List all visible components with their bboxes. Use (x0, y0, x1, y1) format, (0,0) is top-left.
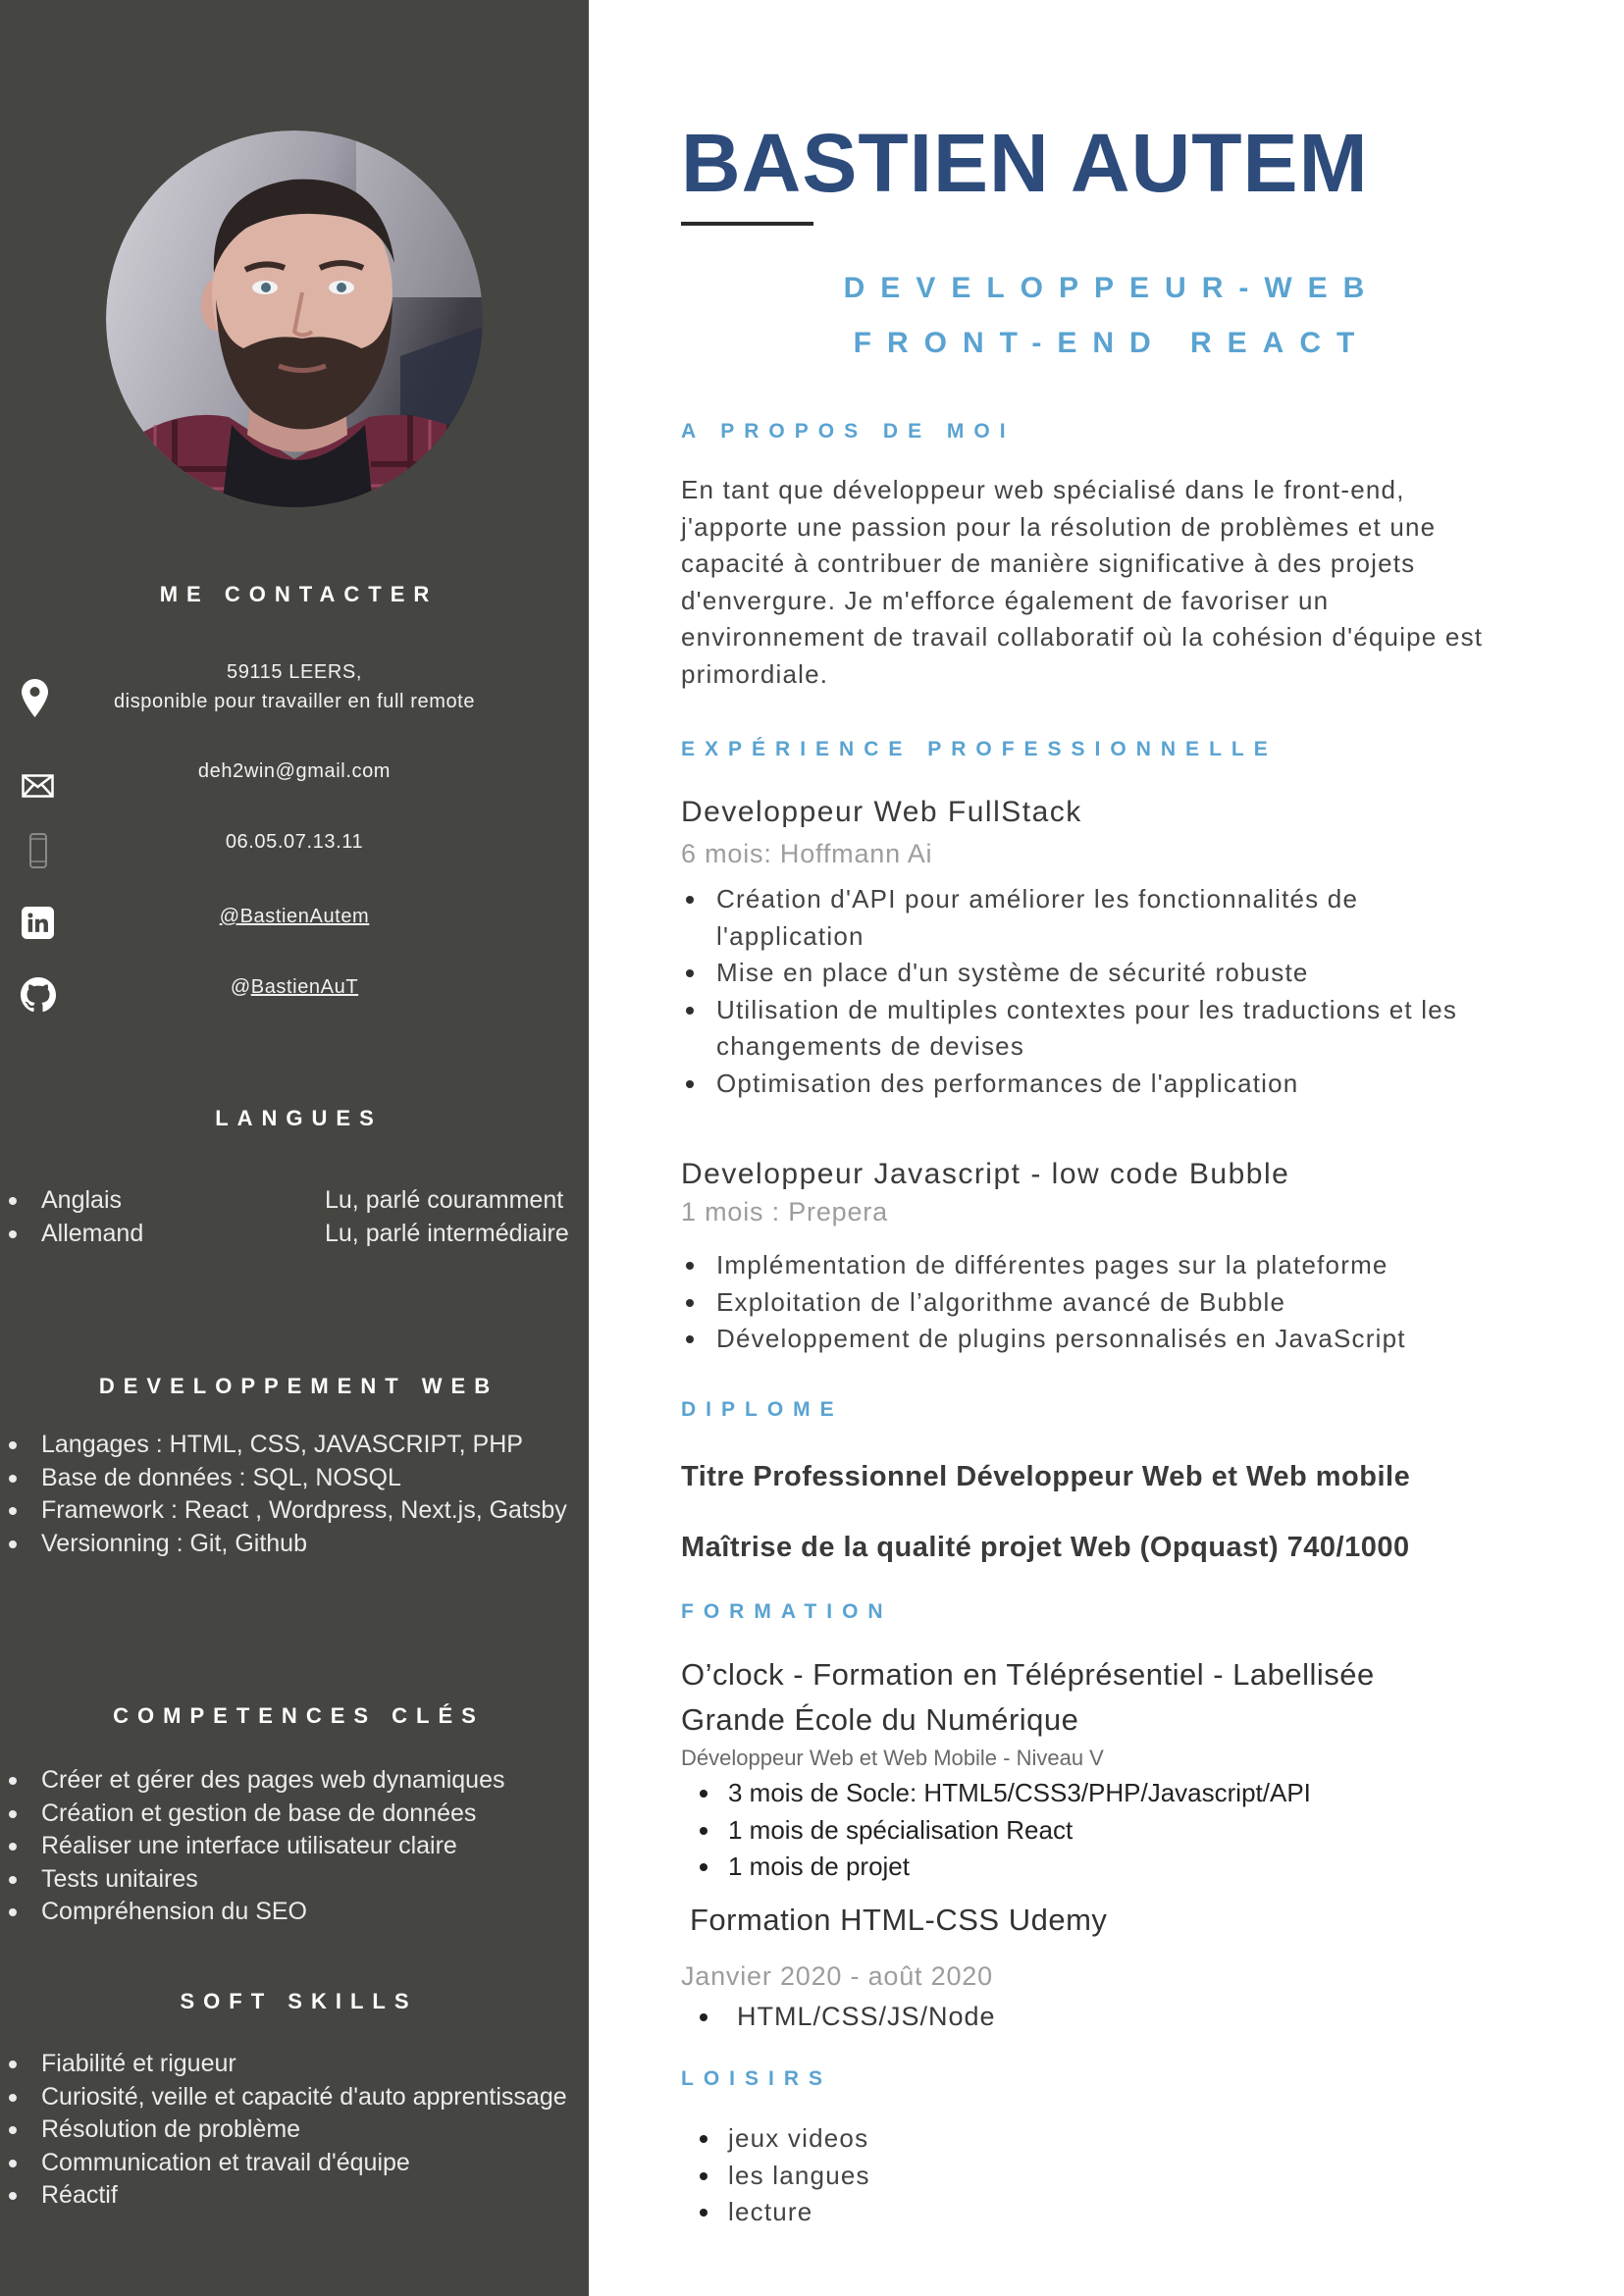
formation-heading: FORMATION (681, 1600, 893, 1623)
github-line (0, 972, 589, 1002)
languages-heading: LANGUES (215, 1106, 383, 1130)
task-item: Développement de plugins personnalisés en JavaScript (681, 1321, 1603, 1358)
job-title-line-2: FRONT-END REACT (853, 327, 1371, 359)
candidate-name: BASTIEN AUTEM (681, 117, 1369, 209)
about-heading: A PROPOS DE MOI (681, 420, 1016, 443)
list-item: Résolution de problème (0, 2113, 589, 2147)
job-title-line-1: DEVELOPPEUR-WEB (843, 272, 1381, 304)
contact-heading: ME CONTACTER (159, 582, 439, 606)
formation-dates: Janvier 2020 - août 2020 (681, 1961, 993, 1991)
formation-item: HTML/CSS/JS/Node (681, 1999, 1603, 2036)
phone-text: 06.05.07.13.11 (225, 831, 364, 853)
formation-items (681, 1775, 1603, 1886)
skills-list (0, 1764, 589, 1929)
hobby-item: les langues (681, 2158, 870, 2195)
hobby-item: jeux videos (681, 2120, 870, 2158)
address-line-1: 59115 LEERS, (226, 661, 363, 683)
linkedin-line (0, 902, 589, 931)
formation-title: O’clock - Formation en Téléprésentiel - Labellisée Grande École du Numérique (681, 1657, 1375, 1737)
hobby-item: lecture (681, 2194, 870, 2231)
formation-item: 1 mois de projet (681, 1849, 1603, 1886)
profile-photo (106, 130, 483, 507)
task-item: Exploitation de l’algorithme avancé de Bubble (681, 1284, 1603, 1322)
list-item: Compréhension du SEO (0, 1896, 589, 1929)
language-item (0, 1184, 589, 1218)
diploma-heading: DIPLOME (681, 1398, 844, 1421)
experience-heading: EXPÉRIENCE PROFESSIONNELLE (681, 738, 1278, 760)
github-link[interactable]: BastienAuT (250, 976, 359, 998)
experience-company: 1 mois : Prepera (681, 1197, 888, 1226)
linkedin-link[interactable]: @BastienAutem (219, 906, 370, 927)
github-at-sign: @ (230, 976, 251, 998)
skills-heading: COMPETENCES CLÉS (113, 1703, 485, 1728)
task-item: Optimisation des performances de l'application (681, 1066, 1603, 1103)
language-level: Lu, parlé couramment (325, 1186, 564, 1214)
list-item: Framework : React , Wordpress, Next.js, Gatsby (0, 1494, 589, 1528)
experience-tasks (681, 881, 1603, 1103)
language-name: Anglais (41, 1186, 122, 1214)
experience-tasks (681, 1247, 1603, 1358)
diploma-item: Titre Professionnel Développeur Web et Web mobile (681, 1461, 1411, 1492)
webdev-list (0, 1429, 589, 1560)
list-item: Tests unitaires (0, 1863, 589, 1897)
list-item: Base de données : SQL, NOSQL (0, 1462, 589, 1495)
list-item: Curiosité, veille et capacité d'auto apprentissage (0, 2081, 589, 2114)
list-item: Versionning : Git, Github (0, 1528, 589, 1561)
sidebar (0, 0, 589, 2296)
experience-title: Developpeur Javascript - low code Bubble (681, 1158, 1290, 1190)
language-name: Allemand (41, 1219, 144, 1247)
webdev-heading: DEVELOPPEMENT WEB (98, 1374, 499, 1398)
list-item: Communication et travail d'équipe (0, 2147, 589, 2180)
language-item (0, 1218, 589, 1251)
task-item: Création d'API pour améliorer les fonctionnalités de l'application (681, 881, 1603, 955)
experience-title: Developpeur Web FullStack (681, 796, 1082, 828)
name-divider (681, 222, 813, 226)
hobbies-heading: LOISIRS (681, 2067, 833, 2090)
formation-subtitle: Développeur Web et Web Mobile - Niveau V (681, 1746, 1104, 1770)
soft-skills-list (0, 2048, 589, 2213)
list-item: Langages : HTML, CSS, JAVASCRIPT, PHP (0, 1429, 589, 1462)
language-level: Lu, parlé intermédiaire (325, 1219, 569, 1247)
list-item: Fiabilité et rigueur (0, 2048, 589, 2081)
task-item: Implémentation de différentes pages sur la plateforme (681, 1247, 1603, 1284)
task-item: Utilisation de multiples contextes pour les traductions et les changements de devises (681, 992, 1603, 1066)
list-item: Créer et gérer des pages web dynamiques (0, 1764, 589, 1798)
languages-list (0, 1184, 589, 1250)
experience-company: 6 mois: Hoffmann Ai (681, 839, 933, 868)
hobbies-list (681, 2120, 870, 2231)
soft-skills-heading: SOFT SKILLS (180, 1989, 418, 2013)
email-text: deh2win@gmail.com (197, 760, 392, 782)
diploma-item: Maîtrise de la qualité projet Web (Opquast) 740/1000 (681, 1532, 1410, 1563)
formation-title: Formation HTML-CSS Udemy (690, 1903, 1108, 1937)
address-line-2: disponible pour travailler en full remote (113, 691, 476, 712)
list-item: Réaliser une interface utilisateur claire (0, 1830, 589, 1863)
job-title (681, 261, 1527, 371)
task-item: Mise en place d'un système de sécurité robuste (681, 955, 1603, 992)
about-text: En tant que développeur web spécialisé dans le front-end, j'apporte une passion pour la résolution de problèmes et une capacité à contribuer de manière significative à des projets d'envergure. Je m'efforce également de favoriser un environnement de travail collaboratif où la cohésion d'équipe est primordiale. (681, 475, 1484, 689)
list-item: Réactif (0, 2179, 589, 2213)
formation-items (681, 1999, 1603, 2036)
formation-item: 3 mois de Socle: HTML5/CSS3/PHP/Javascript/API (681, 1775, 1603, 1812)
formation-item: 1 mois de spécialisation React (681, 1812, 1603, 1850)
list-item: Création et gestion de base de données (0, 1798, 589, 1831)
